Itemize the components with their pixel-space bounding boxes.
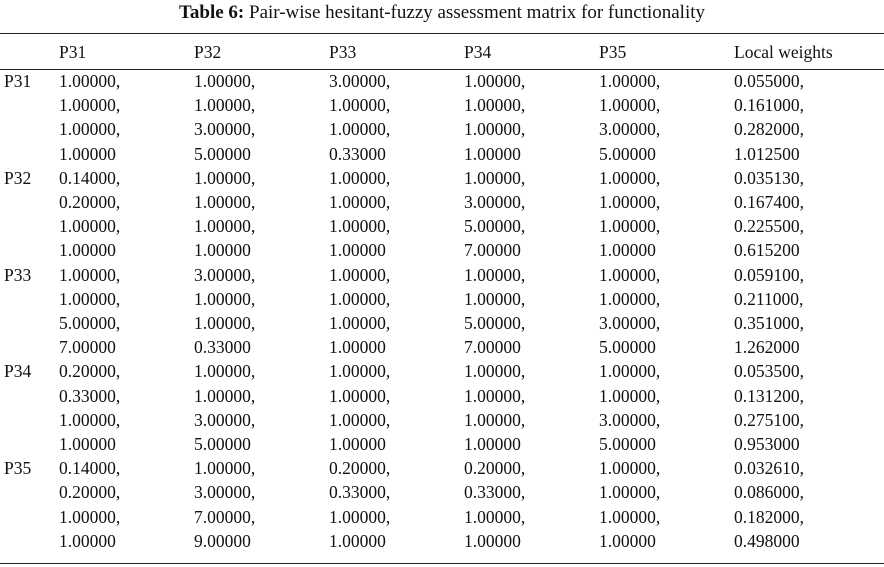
cell-value: 1.00000, — [329, 264, 391, 285]
cell-value: 0.20000, — [59, 361, 121, 382]
cell-value: 1.00000, — [464, 288, 526, 309]
column-header-local-weights: Local weights — [734, 42, 833, 62]
matrix-cell — [59, 263, 194, 360]
cell-value: 0.14000, — [59, 167, 121, 188]
cell-value: 1.00000, — [194, 95, 256, 116]
matrix-cell — [464, 456, 599, 553]
cell-value: 0.33000, — [329, 482, 391, 503]
matrix-cell — [464, 359, 599, 456]
table-header-row — [0, 35, 884, 69]
cell-value: 1.00000, — [194, 313, 256, 334]
cell-value: 5.00000 — [194, 434, 251, 455]
cell-value: 1.00000, — [464, 385, 526, 406]
cell-value: 0.131200, — [734, 385, 804, 406]
matrix-cell — [194, 263, 329, 360]
cell-value: 1.00000, — [464, 506, 526, 527]
table-row — [0, 359, 884, 456]
cell-value: 1.00000, — [59, 506, 121, 527]
cell-value: 1.00000 — [464, 434, 521, 455]
matrix-cell — [599, 359, 734, 456]
cell-value: 1.00000 — [599, 240, 656, 261]
cell-value: 1.00000, — [599, 506, 661, 527]
column-header-p31: P31 — [59, 42, 87, 62]
row-label: P33 — [4, 264, 32, 285]
cell-value: 0.615200 — [734, 240, 800, 261]
cell-value: 1.00000, — [329, 216, 391, 237]
matrix-cell — [329, 263, 464, 360]
cell-value: 1.00000, — [59, 95, 121, 116]
cell-value: 1.00000, — [194, 167, 256, 188]
cell-value: 1.00000, — [329, 385, 391, 406]
cell-value: 0.059100, — [734, 264, 804, 285]
cell-value: 0.225500, — [734, 216, 804, 237]
cell-value: 5.00000, — [59, 313, 121, 334]
cell-value: 1.00000, — [329, 192, 391, 213]
matrix-cell — [464, 69, 599, 166]
row-label: P31 — [4, 71, 32, 91]
cell-value: 1.00000, — [194, 288, 256, 309]
cell-value: 0.953000 — [734, 434, 800, 455]
cell-value: 0.275100, — [734, 409, 804, 430]
cell-value: 0.33000 — [194, 337, 251, 358]
cell-value: 1.00000, — [464, 167, 526, 188]
cell-value: 1.00000, — [599, 482, 661, 503]
cell-value: 1.00000 — [329, 434, 386, 455]
table-caption-label: Table 6: — [178, 2, 245, 23]
cell-value: 1.00000, — [194, 216, 256, 237]
cell-value: 3.00000, — [599, 313, 661, 334]
cell-value: 0.086000, — [734, 482, 804, 503]
cell-value: 1.00000 — [329, 530, 386, 551]
cell-value: 3.00000, — [194, 409, 256, 430]
cell-value: 1.00000, — [464, 409, 526, 430]
table-row — [0, 263, 884, 360]
column-header-p33: P33 — [329, 42, 357, 62]
table-caption-text: Pair-wise hesitant-fuzzy assessment matrix for functionality — [249, 2, 706, 23]
bottom-rule — [0, 563, 884, 564]
cell-value: 1.00000, — [329, 409, 391, 430]
cell-value: 1.00000, — [464, 264, 526, 285]
cell-value: 0.20000, — [59, 482, 121, 503]
cell-value: 1.00000, — [59, 288, 121, 309]
cell-value: 1.00000, — [599, 264, 661, 285]
cell-value: 1.00000, — [599, 71, 661, 91]
matrix-cell — [599, 263, 734, 360]
cell-value: 1.00000, — [599, 216, 661, 237]
matrix-cell — [599, 166, 734, 263]
cell-value: 1.00000 — [599, 530, 656, 551]
cell-value: 1.00000, — [329, 167, 391, 188]
cell-value: 0.032610, — [734, 458, 804, 479]
cell-value: 3.00000, — [329, 71, 391, 91]
cell-value: 1.00000, — [59, 264, 121, 285]
cell-value: 1.00000 — [59, 530, 116, 551]
cell-value: 5.00000 — [599, 337, 656, 358]
cell-value: 1.012500 — [734, 143, 800, 164]
cell-value: 1.262000 — [734, 337, 800, 358]
cell-value: 1.00000 — [464, 143, 521, 164]
matrix-cell — [59, 456, 194, 553]
cell-value: 0.182000, — [734, 506, 804, 527]
cell-value: 0.20000, — [59, 192, 121, 213]
cell-value: 1.00000, — [599, 167, 661, 188]
row-label: P35 — [4, 458, 32, 479]
top-rule — [0, 33, 884, 34]
cell-value: 1.00000, — [464, 71, 526, 91]
matrix-cell — [599, 69, 734, 166]
table-row — [0, 69, 884, 166]
table-body — [0, 69, 884, 553]
cell-value: 1.00000, — [599, 95, 661, 116]
cell-value: 1.00000 — [59, 240, 116, 261]
cell-value: 0.053500, — [734, 361, 804, 382]
cell-value: 1.00000, — [599, 288, 661, 309]
matrix-cell — [59, 69, 194, 166]
matrix-cell — [734, 359, 884, 456]
column-header-p35: P35 — [599, 42, 627, 62]
cell-value: 1.00000 — [329, 240, 386, 261]
cell-value: 1.00000, — [464, 119, 526, 140]
cell-value: 3.00000, — [599, 119, 661, 140]
cell-value: 0.33000 — [329, 143, 386, 164]
cell-value: 3.00000, — [464, 192, 526, 213]
cell-value: 1.00000, — [464, 361, 526, 382]
cell-value: 5.00000 — [599, 143, 656, 164]
cell-value: 3.00000, — [194, 482, 256, 503]
matrix-cell — [734, 456, 884, 553]
matrix-cell — [329, 359, 464, 456]
column-header-p32: P32 — [194, 42, 222, 62]
matrix-cell — [194, 359, 329, 456]
cell-value: 5.00000 — [194, 143, 251, 164]
cell-value: 1.00000, — [599, 385, 661, 406]
table-row — [0, 166, 884, 263]
cell-value: 1.00000, — [599, 192, 661, 213]
cell-value: 5.00000, — [464, 216, 526, 237]
cell-value: 1.00000, — [329, 288, 391, 309]
matrix-cell — [59, 166, 194, 263]
matrix-cell — [329, 69, 464, 166]
cell-value: 1.00000, — [59, 409, 121, 430]
cell-value: 1.00000, — [329, 361, 391, 382]
column-header-p34: P34 — [464, 42, 492, 62]
column-header-blank — [0, 35, 59, 69]
cell-value: 1.00000, — [329, 313, 391, 334]
cell-value: 0.035130, — [734, 167, 804, 188]
cell-value: 0.20000, — [464, 458, 526, 479]
cell-value: 1.00000, — [194, 458, 256, 479]
cell-value: 3.00000, — [194, 264, 256, 285]
matrix-cell — [194, 166, 329, 263]
cell-value: 7.00000 — [59, 337, 116, 358]
cell-value: 1.00000, — [194, 71, 256, 91]
matrix-cell — [329, 456, 464, 553]
cell-value: 1.00000, — [599, 458, 661, 479]
cell-value: 0.161000, — [734, 95, 804, 116]
cell-value: 0.498000 — [734, 530, 800, 551]
matrix-cell — [194, 456, 329, 553]
cell-value: 9.00000 — [194, 530, 251, 551]
matrix-cell — [734, 263, 884, 360]
matrix-cell — [734, 69, 884, 166]
matrix-cell — [59, 359, 194, 456]
row-label: P34 — [4, 361, 32, 382]
matrix-cell — [329, 166, 464, 263]
cell-value: 1.00000 — [194, 240, 251, 261]
table-caption — [0, 2, 884, 24]
cell-value: 1.00000, — [464, 95, 526, 116]
matrix-cell — [194, 69, 329, 166]
cell-value: 0.33000, — [464, 482, 526, 503]
cell-value: 1.00000, — [59, 119, 121, 140]
cell-value: 1.00000 — [464, 530, 521, 551]
cell-value: 0.20000, — [329, 458, 391, 479]
cell-value: 1.00000, — [59, 71, 121, 91]
cell-value: 0.14000, — [59, 458, 121, 479]
assessment-matrix-table — [0, 35, 884, 553]
cell-value: 0.351000, — [734, 313, 804, 334]
cell-value: 0.211000, — [734, 288, 804, 309]
cell-value: 0.167400, — [734, 192, 804, 213]
cell-value: 1.00000, — [194, 361, 256, 382]
cell-value: 1.00000, — [59, 216, 121, 237]
cell-value: 1.00000, — [329, 95, 391, 116]
matrix-cell — [599, 456, 734, 553]
cell-value: 5.00000, — [464, 313, 526, 334]
row-label: P32 — [4, 167, 32, 188]
cell-value: 1.00000, — [194, 192, 256, 213]
cell-value: 7.00000, — [194, 506, 256, 527]
table-row — [0, 456, 884, 553]
cell-value: 1.00000, — [329, 506, 391, 527]
cell-value: 7.00000 — [464, 240, 521, 261]
matrix-cell — [464, 263, 599, 360]
cell-value: 1.00000 — [329, 337, 386, 358]
cell-value: 1.00000, — [599, 361, 661, 382]
matrix-cell — [464, 166, 599, 263]
cell-value: 3.00000, — [599, 409, 661, 430]
cell-value: 7.00000 — [464, 337, 521, 358]
cell-value: 1.00000 — [59, 434, 116, 455]
cell-value: 5.00000 — [599, 434, 656, 455]
cell-value: 3.00000, — [194, 119, 256, 140]
cell-value: 1.00000, — [194, 385, 256, 406]
matrix-cell — [734, 166, 884, 263]
cell-value: 0.33000, — [59, 385, 121, 406]
cell-value: 0.055000, — [734, 71, 804, 91]
cell-value: 1.00000 — [59, 143, 116, 164]
cell-value: 1.00000, — [329, 119, 391, 140]
cell-value: 0.282000, — [734, 119, 804, 140]
